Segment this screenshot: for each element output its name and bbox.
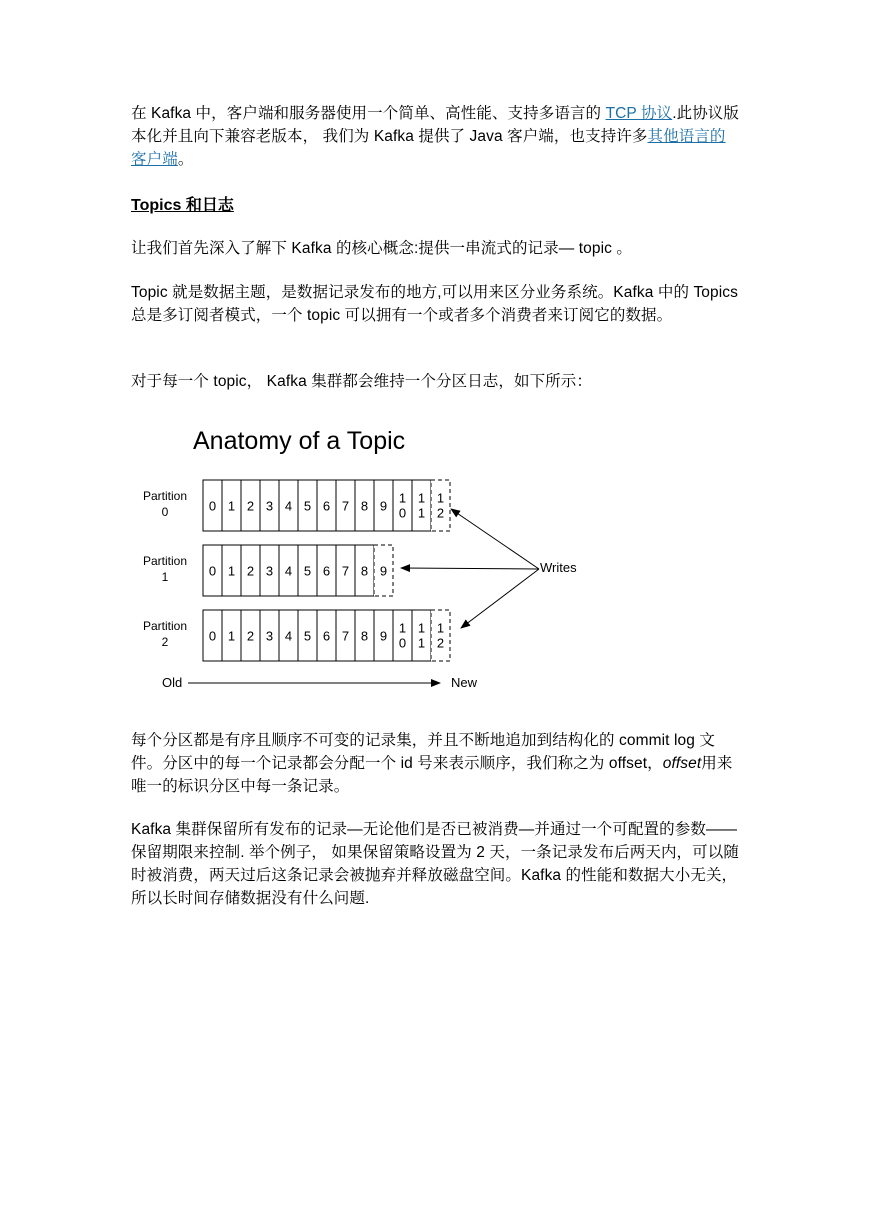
intro-text-3: 。 xyxy=(177,151,194,168)
record-offset: 0 xyxy=(208,628,217,644)
tcp-protocol-link[interactable]: TCP 协议 xyxy=(605,105,673,122)
topics-heading: Topics 和日志 xyxy=(131,197,234,214)
record-offset: 9 xyxy=(379,628,388,644)
record-offset: 8 xyxy=(360,563,369,579)
writes-arrow-partition-1 xyxy=(401,568,539,569)
record-offset: 6 xyxy=(322,628,331,644)
record-offset: 4 xyxy=(284,628,293,644)
writes-arrow-partition-2 xyxy=(461,569,539,628)
record-offset: 1 xyxy=(227,563,236,579)
partition-row-2 xyxy=(143,610,450,661)
record-offset: 7 xyxy=(341,563,350,579)
writes-arrow-partition-0 xyxy=(451,509,539,569)
partition-description-paragraph xyxy=(131,729,739,798)
record-offset: 3 xyxy=(265,628,274,644)
record-offset: 1 1 xyxy=(417,620,426,651)
old-label: Old xyxy=(162,675,183,690)
record-offset: 8 xyxy=(360,628,369,644)
core-concept-paragraph: 让我们首先深入了解下 Kafka 的核心概念:提供一串流式的记录— topic 。 xyxy=(131,240,633,257)
partition-label: Partition xyxy=(142,554,188,568)
record-offset: 1 xyxy=(227,628,236,644)
record-offset: 5 xyxy=(303,563,312,579)
record-offset: 2 xyxy=(246,563,255,579)
partitions-group xyxy=(143,480,450,661)
record-offset: 3 xyxy=(265,498,274,514)
record-offset: 1 0 xyxy=(398,490,407,521)
partition-desc-text-1: 每个分区都是有序且顺序不可变的记录集，并且不断地追加到结构化的 commit log 文件。分区中的每一个记录都会分配一个 id 号来表示顺序，我们称之为 offset， xyxy=(131,732,715,772)
record-offset: 5 xyxy=(303,628,312,644)
other-clients-link[interactable]: 其他语言的客户端 xyxy=(131,128,726,168)
record-offset: 8 xyxy=(360,498,369,514)
intro-paragraph xyxy=(131,102,739,171)
record-offset: 0 xyxy=(208,563,217,579)
topic-definition-paragraph: Topic 就是数据主题，是数据记录发布的地方,可以用来区分业务系统。Kafka 中的 Topics 总是多订阅者模式，一个 topic 可以拥有一个或者多个消费者来订阅它的数据。 xyxy=(131,284,738,324)
retention-paragraph: Kafka 集群保留所有发布的记录—无论他们是否已被消费—并通过一个可配置的参数——保留期限来控制. 举个例子， 如果保留策略设置为 2 天，一条记录发布后两天内，可以随时被消费，两天过后这条记录会被抛弃并释放磁盘空间。Kafka 的性能和数据大小无关，所以长时间存储数据没有什么问题. xyxy=(131,821,739,907)
record-offset: 6 xyxy=(322,498,331,514)
partition-log-paragraph: 对于每一个 topic， Kafka 集群都会维持一个分区日志，如下所示： xyxy=(131,373,592,390)
record-offset: 1 xyxy=(227,498,236,514)
record-offset: 9 xyxy=(379,498,388,514)
next-record-offset: 1 2 xyxy=(436,620,445,651)
record-offset: 7 xyxy=(341,498,350,514)
record-offset: 1 1 xyxy=(417,490,426,521)
partition-row-1 xyxy=(143,545,393,596)
record-offset: 1 0 xyxy=(398,620,407,651)
record-offset: 2 xyxy=(246,498,255,514)
record-offset: 7 xyxy=(341,628,350,644)
partition-number: 1 xyxy=(161,570,169,584)
offset-term: offset xyxy=(662,755,702,772)
partition-number: 0 xyxy=(161,505,169,519)
record-offset: 2 xyxy=(246,628,255,644)
next-record-offset: 9 xyxy=(379,563,388,579)
writes-label: Writes xyxy=(540,560,577,575)
partition-number: 2 xyxy=(161,635,169,649)
record-offset: 4 xyxy=(284,498,293,514)
record-offset: 5 xyxy=(303,498,312,514)
partition-label: Partition xyxy=(142,619,188,633)
record-offset: 6 xyxy=(322,563,331,579)
partition-label: Partition xyxy=(142,489,188,503)
intro-text-2: .此协议版本化并且向下兼容老版本， 我们为 Kafka 提供了 Java 客户端，也支持许多 xyxy=(131,105,740,145)
intro-text-1: 在 Kafka 中，客户端和服务器使用一个简单、高性能、支持多语言的 xyxy=(131,105,606,122)
partition-desc-text-2: 用来唯一的标识分区中每一条记录。 xyxy=(131,755,733,795)
new-label: New xyxy=(451,675,478,690)
record-offset: 4 xyxy=(284,563,293,579)
anatomy-of-topic-figure xyxy=(135,417,595,697)
figure-title: Anatomy of a Topic xyxy=(193,427,406,455)
partition-row-0 xyxy=(143,480,450,531)
next-record-offset: 1 2 xyxy=(436,490,445,521)
record-offset: 3 xyxy=(265,563,274,579)
record-offset: 0 xyxy=(208,498,217,514)
